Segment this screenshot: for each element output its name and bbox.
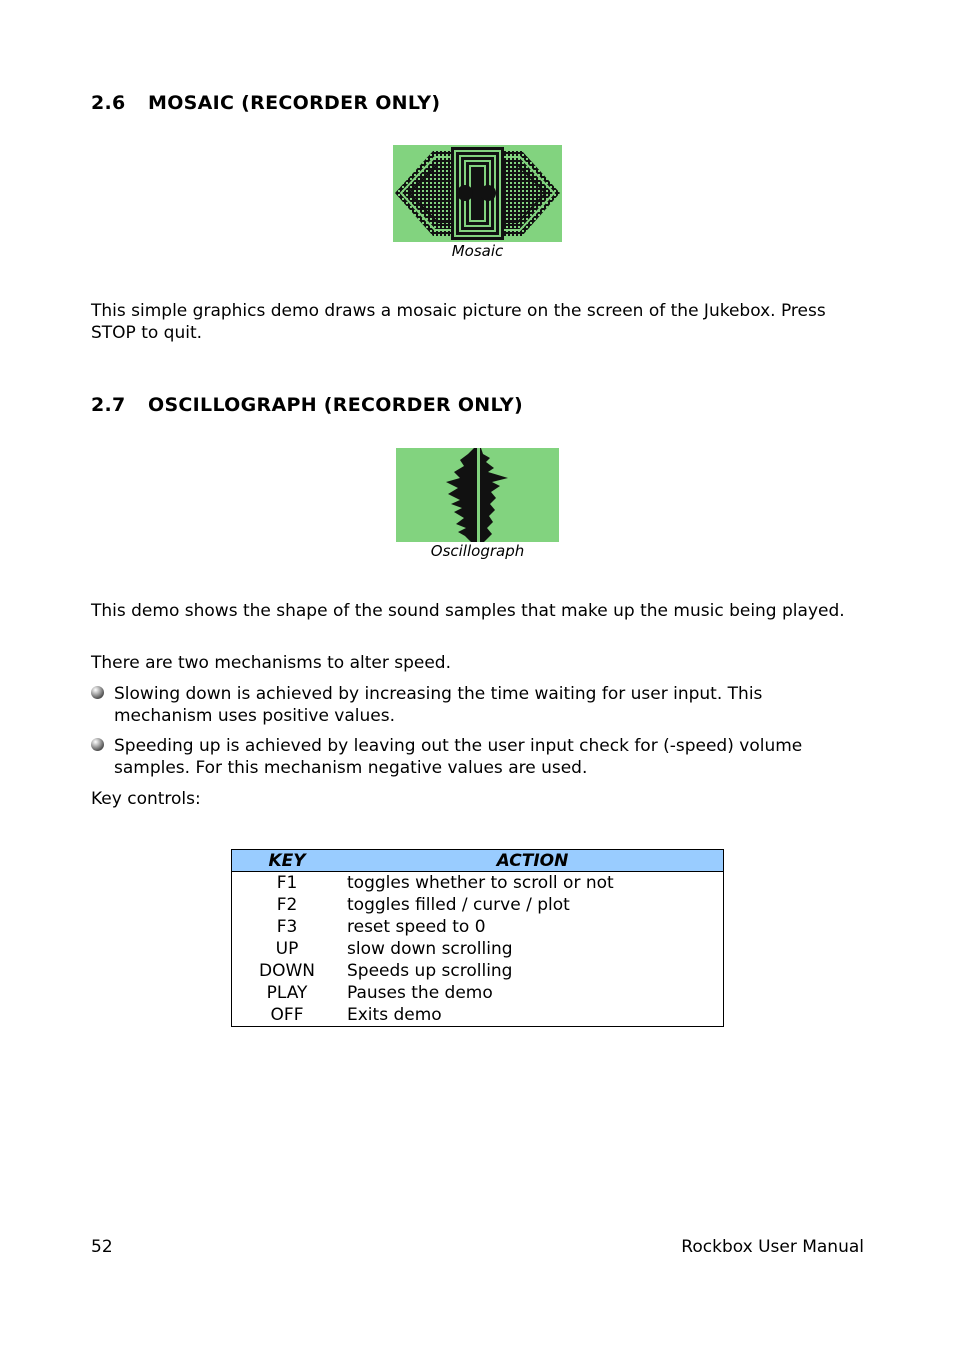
action-cell: reset speed to 0 xyxy=(347,916,486,937)
table-row xyxy=(232,872,724,895)
key-cell: F1 xyxy=(276,872,298,893)
key-cell: PLAY xyxy=(266,982,308,1003)
column-header-action: ACTION xyxy=(342,850,724,872)
bullet-icon xyxy=(91,738,104,751)
section-title: MOSAIC (RECORDER ONLY) xyxy=(148,92,441,114)
key-controls-label: Key controls: xyxy=(91,789,201,809)
table-row xyxy=(232,938,724,960)
key-cell: DOWN xyxy=(259,960,315,981)
action-cell: slow down scrolling xyxy=(347,938,513,959)
table-row xyxy=(232,982,724,1004)
table-header-row xyxy=(232,850,724,872)
section-number: 2.6 xyxy=(91,92,126,114)
bullet-icon xyxy=(91,686,104,699)
table-row xyxy=(232,894,724,916)
figure-caption: Mosaic xyxy=(451,242,504,260)
bullet-item xyxy=(91,735,851,779)
column-header-key: KEY xyxy=(232,850,343,872)
action-cell: Speeds up scrolling xyxy=(347,960,513,981)
bullet-text: Slowing down is achieved by increasing the time waiting for user input. This mechanism uses positive values. xyxy=(114,684,763,726)
mosaic-screenshot xyxy=(393,145,562,242)
mosaic-pattern xyxy=(393,145,562,242)
waveform xyxy=(396,448,559,542)
table-row xyxy=(232,1004,724,1027)
body-text: There are two mechanisms to alter speed. xyxy=(91,653,451,673)
table-row xyxy=(232,960,724,982)
key-cell: UP xyxy=(275,938,299,959)
section-number: 2.7 xyxy=(91,394,126,416)
page-number: 52 xyxy=(91,1237,113,1257)
bullet-item xyxy=(91,683,851,727)
action-cell: toggles whether to scroll or not xyxy=(347,872,614,893)
bullet-text: Speeding up is achieved by leaving out the user input check for (-speed) volume samples. For this mechanism negative values are used. xyxy=(114,736,803,778)
table-row xyxy=(232,916,724,938)
action-cell: Pauses the demo xyxy=(347,982,493,1003)
figure-caption: Oscillograph xyxy=(430,542,525,560)
body-text: This simple graphics demo draws a mosaic picture on the screen of the Jukebox. Press STOP to quit. xyxy=(91,301,826,343)
body-text: This demo shows the shape of the sound samples that make up the music being played. xyxy=(91,601,845,621)
key-cell: OFF xyxy=(270,1004,304,1025)
action-cell: toggles filled / curve / plot xyxy=(347,894,570,915)
key-cell: F2 xyxy=(276,894,298,915)
manual-title: Rockbox User Manual xyxy=(681,1237,864,1257)
section-heading-mosaic xyxy=(91,92,440,114)
action-cell: Exits demo xyxy=(347,1004,442,1025)
section-heading-oscillograph xyxy=(91,394,523,416)
key-controls-table xyxy=(231,849,724,1027)
oscillograph-screenshot xyxy=(396,448,559,542)
key-cell: F3 xyxy=(276,916,298,937)
section-title: OSCILLOGRAPH (RECORDER ONLY) xyxy=(148,394,523,416)
